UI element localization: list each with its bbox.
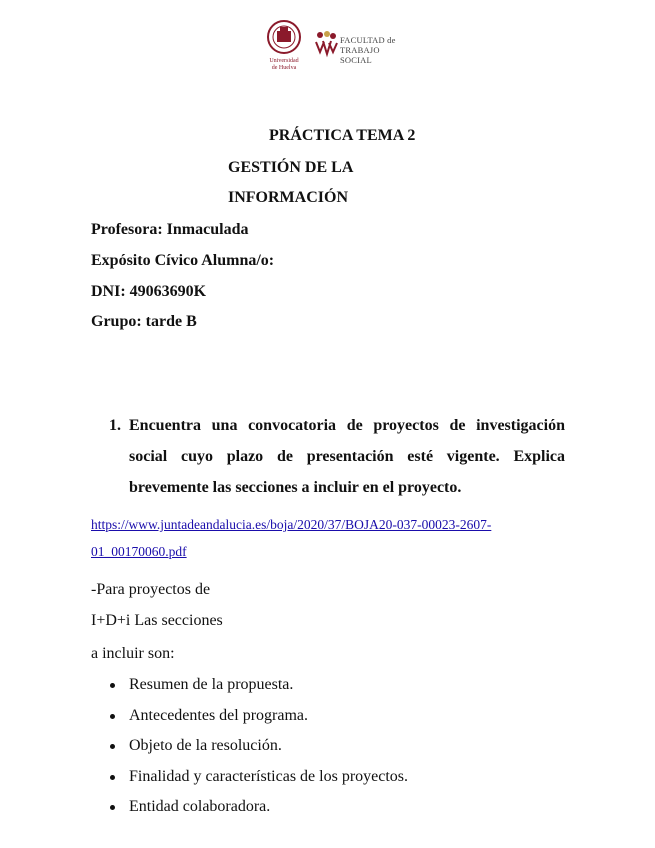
university-logo-text-line1: Universidad: [269, 58, 299, 64]
list-item: [110, 674, 408, 705]
faculty-logo: [314, 30, 404, 70]
title-line1: PRÁCTICA TEMA 2: [269, 127, 416, 144]
body-line1: -Para proyectos de: [91, 581, 211, 598]
body-line3: a incluir son:: [91, 645, 175, 662]
boja-link-line2[interactable]: 01_00170060.pdf: [91, 544, 187, 559]
bullet-icon: [110, 683, 115, 688]
university-seal-icon: [262, 18, 306, 72]
list-item-text: Finalidad y características de los proyectos.: [129, 767, 409, 785]
bullet-icon: [110, 775, 115, 780]
university-logo-text-line2: de Huelva: [271, 65, 297, 71]
list-item: [110, 796, 408, 827]
question-number: 1.: [109, 417, 121, 434]
bullet-icon: [110, 744, 115, 749]
bullet-icon: [110, 805, 115, 810]
list-item: [110, 766, 408, 797]
group-line: Grupo: tarde B: [91, 313, 197, 330]
title-line3: INFORMACIÓN: [228, 189, 348, 206]
dni-line: DNI: 49063690K: [91, 283, 207, 300]
faculty-logo-line1: FACULTAD de: [340, 35, 396, 45]
list-item-text: Resumen de la propuesta.: [129, 676, 294, 693]
list-item-text: Entidad colaboradora.: [129, 798, 271, 815]
title-line2: GESTIÓN DE LA: [228, 159, 354, 176]
list-item-text: Objeto de la resolución.: [129, 737, 282, 754]
professor-line: Profesora: Inmaculada: [91, 221, 249, 238]
body-line2: I+D+i Las secciones: [91, 612, 223, 629]
sections-list: [110, 674, 408, 827]
faculty-logo-text: [340, 35, 404, 65]
bullet-icon: [110, 714, 115, 719]
list-item: [110, 735, 408, 766]
boja-link-line1[interactable]: https://www.juntadeandalucia.es/boja/2020/37/BOJA20-037-00023-2607-: [91, 517, 492, 532]
faculty-logo-line2: TRABAJO SOCIAL: [340, 45, 380, 65]
student-line: Expósito Cívico Alumna/o:: [91, 252, 275, 269]
list-item: [110, 705, 408, 736]
question-text: Encuentra una convocatoria de proyectos de investigación social cuyo plazo de presentación esté vigente. Explica brevemente las secciones a incluir en el proyecto.: [129, 417, 565, 496]
faculty-figures-icon: [314, 30, 338, 60]
list-item-text: Antecedentes del programa.: [129, 706, 309, 724]
header-logos: [262, 18, 402, 73]
